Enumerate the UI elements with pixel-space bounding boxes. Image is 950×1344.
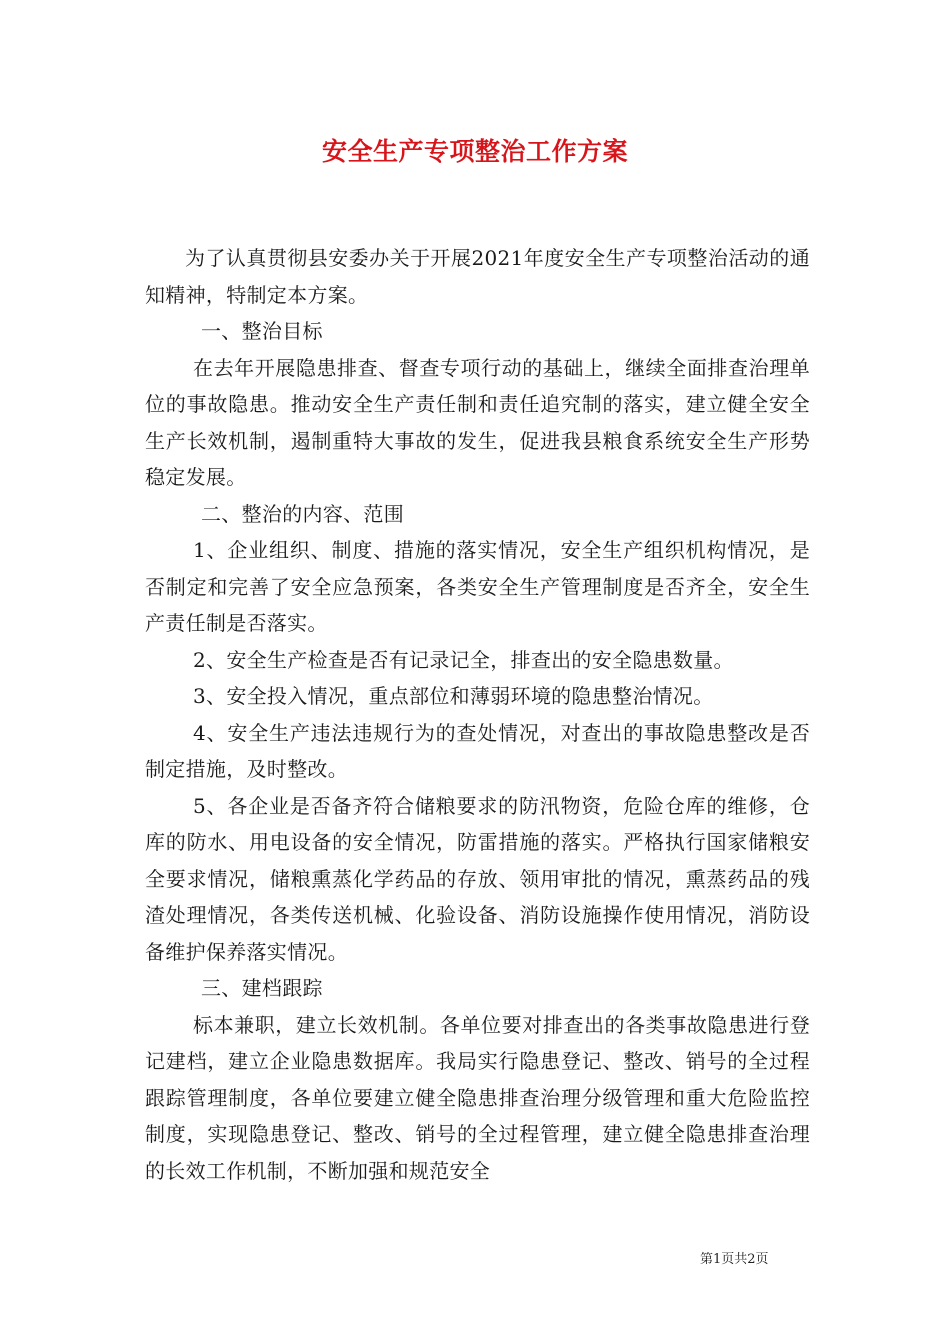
scope-item-2: 2、安全生产检查是否有记录记全，排查出的安全隐患数量。 <box>193 647 734 672</box>
section-heading-scope: 二、整治的内容、范围 <box>201 501 404 526</box>
scope-item-5: 5、各企业是否备齐符合储粮要求的防汛物资，危险仓库的维修，仓库的防水、用电设备的安全情况，防雷措施的落实。严格执行国家储粮安全要求情况，储粮熏蒸化学药品的存放、领用审批的情况，熏蒸药品的残渣处理情况，各类传送机械、化验设备、消防设施操作使用情况，消防设备维护保养落实情况。 <box>145 793 810 964</box>
scope-item-3: 3、安全投入情况，重点部位和薄弱环境的隐患整治情况。 <box>193 684 714 708</box>
scope-item-1: 1、企业组织、制度、措施的落实情况，安全生产组织机构情况，是否制定和完善了安全应急预案，各类安全生产管理制度是否齐全，安全生产责任制是否落实。 <box>145 538 810 635</box>
tracking-paragraph: 标本兼职，建立长效机制。各单位要对排查出的各类事故隐患进行登记建档，建立企业隐患数据库。我局实行隐患登记、整改、销号的全过程跟踪管理制度，各单位要建立健全隐患排查治理分级管理和重大危险监控制度，实现隐患登记、整改、销号的全过程管理，建立健全隐患排查治理的长效工作机制，不断加强和规范安全 <box>145 1012 810 1183</box>
goals-paragraph: 在去年开展隐患排查、督查专项行动的基础上，继续全面排查治理单位的事故隐患。推动安全生产责任制和责任追究制的落实，建立健全安全生产长效机制，遏制重特大事故的发生，促进我县粮食系统安全生产形势稳定发展。 <box>145 355 810 489</box>
scope-item-4: 4、安全生产违法违规行为的查处情况，对查出的事故隐患整改是否制定措施，及时整改。 <box>145 720 810 781</box>
section-heading-goals: 一、整治目标 <box>201 319 323 343</box>
intro-paragraph: 为了认真贯彻县安委办关于开展2021年度安全生产专项整治活动的通知精神，特制定本方案。 <box>145 246 810 307</box>
section-heading-tracking: 三、建档跟踪 <box>201 976 323 1000</box>
page-number: 第1页共2页 <box>700 1252 769 1267</box>
document-title: 安全生产专项整治工作方案 <box>321 137 628 166</box>
document-body <box>145 240 810 1189</box>
